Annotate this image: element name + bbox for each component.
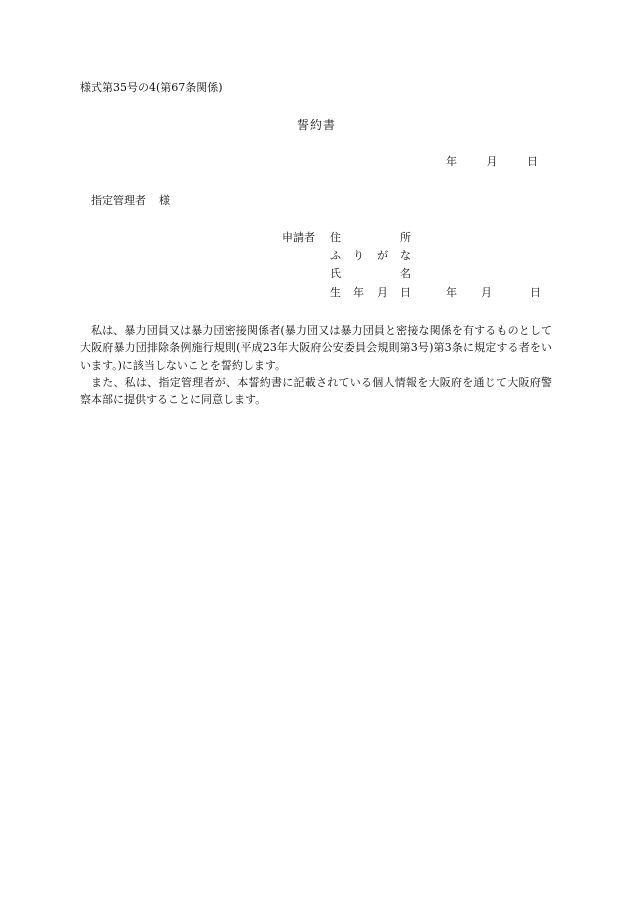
furigana-char: ふ bbox=[330, 249, 341, 262]
pledge-paragraph-1: 私は、暴力団員又は暴力団密接関係者(暴力団又は暴力団員と密接な関係を有するものとして大阪府暴力団排除条例施行規則(平成23年大阪府公安委員会規則第3号)第3条に規定する者をいいます。)に該当しないことを誓約します。 bbox=[80, 324, 552, 372]
applicant-label: 申請者 bbox=[282, 231, 315, 244]
birthdate-char: 月 bbox=[377, 286, 388, 299]
name-char: 名 bbox=[400, 267, 411, 280]
birthdate-char: 生 bbox=[330, 286, 341, 299]
submission-date bbox=[446, 155, 538, 169]
address-char: 住 bbox=[330, 231, 341, 244]
furigana-char: が bbox=[377, 249, 388, 262]
birthdate-day-label: 日 bbox=[530, 286, 541, 299]
birthdate-year-label: 年 bbox=[446, 286, 457, 299]
furigana-char: り bbox=[353, 249, 364, 262]
addressee-honorific: 様 bbox=[159, 194, 170, 207]
birthdate-char: 日 bbox=[400, 286, 411, 299]
addressee-name: 指定管理者 bbox=[91, 194, 146, 207]
furigana-char: な bbox=[400, 249, 411, 262]
date-month-label: 月 bbox=[486, 155, 498, 168]
birthdate-month-label: 月 bbox=[481, 286, 492, 299]
pledge-body bbox=[80, 322, 552, 408]
date-day-label: 日 bbox=[527, 155, 538, 168]
form-number: 様式第35号の4(第67条関係) bbox=[80, 81, 223, 94]
pledge-paragraph-2: また、私は、指定管理者が、本誓約書に記載されている個人情報を大阪府を通じて大阪府警察本部に提供することに同意します。 bbox=[80, 375, 552, 407]
date-year-label: 年 bbox=[446, 155, 457, 168]
birthdate-char: 年 bbox=[353, 286, 364, 299]
name-char: 氏 bbox=[330, 267, 341, 280]
address-char: 所 bbox=[400, 231, 411, 244]
document-title: 誓約書 bbox=[297, 118, 337, 132]
addressee bbox=[91, 194, 170, 208]
